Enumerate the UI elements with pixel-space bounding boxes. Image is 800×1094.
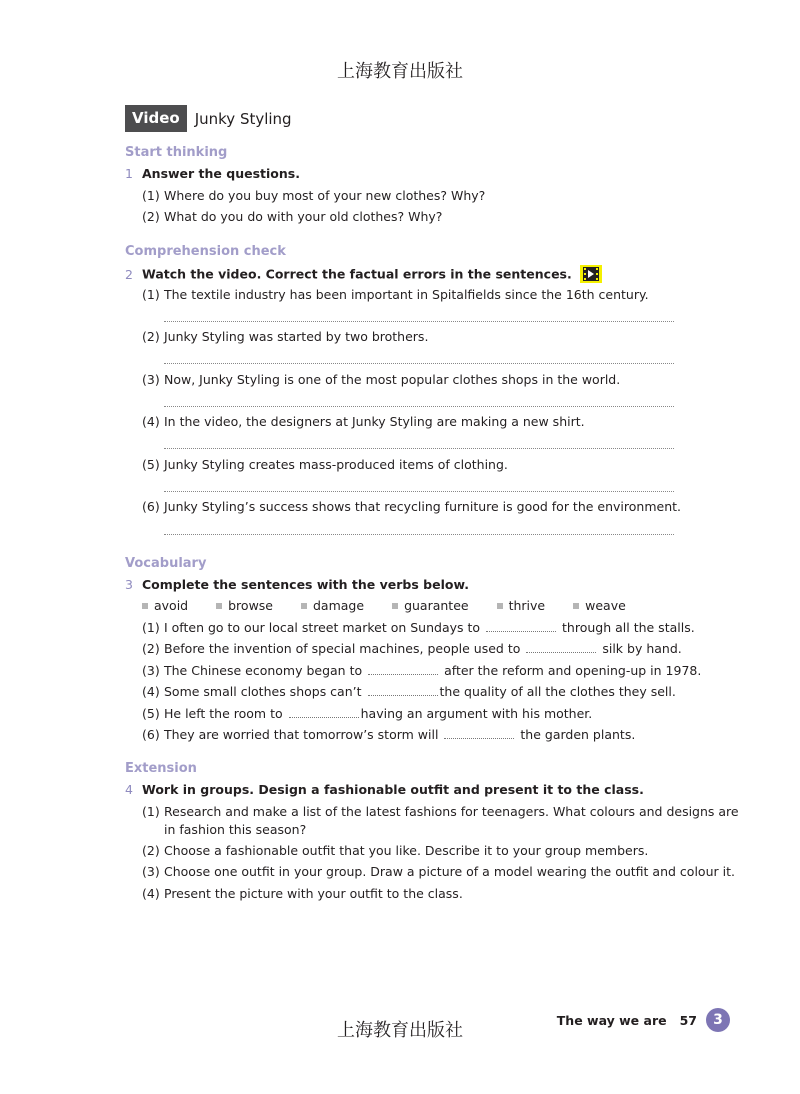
- task-instruction: Answer the questions.: [142, 166, 300, 181]
- section-start-thinking: Start thinking: [125, 145, 228, 160]
- gap-fill-item: [142, 727, 635, 742]
- bullet-square-icon: [301, 603, 307, 609]
- unit-badge: 3: [706, 1008, 730, 1032]
- answer-line[interactable]: [164, 321, 674, 322]
- blank-field[interactable]: [444, 728, 514, 739]
- section-comprehension-check: Comprehension check: [125, 244, 286, 259]
- statement-item: [142, 457, 508, 472]
- page-footer: [557, 1008, 730, 1032]
- task-1: [125, 166, 300, 181]
- word-bank: [142, 598, 654, 613]
- item-text-before: The Chinese economy began to: [164, 663, 363, 678]
- video-clip-icon[interactable]: [580, 265, 602, 283]
- item-text: Where do you buy most of your new clothes? Why?: [164, 188, 486, 203]
- blank-field[interactable]: [486, 621, 556, 632]
- task-instruction: Complete the sentences with the verbs below.: [142, 577, 469, 592]
- item-text: The textile industry has been important in Spitalfields since the 16th century.: [164, 287, 649, 302]
- item-text: Junky Styling was started by two brothers.: [164, 329, 429, 344]
- item-text-after: through all the stalls.: [562, 620, 695, 635]
- item-number: (4): [142, 684, 160, 699]
- item-text: Choose a fashionable outfit that you like. Describe it to your group members.: [164, 843, 649, 858]
- statement-item: [142, 499, 681, 514]
- task-3: [125, 577, 469, 592]
- item-text-after: the quality of all the clothes they sell.: [439, 684, 676, 699]
- section-extension: Extension: [125, 761, 197, 776]
- item-text-before: Some small clothes shops can’t: [164, 684, 362, 699]
- task-number: 2: [125, 266, 133, 282]
- video-badge: Video: [125, 105, 187, 132]
- statement-item: [142, 287, 649, 302]
- statement-item: [142, 329, 428, 344]
- item-text: Junky Styling’s success shows that recycling furniture is good for the environment.: [164, 499, 681, 514]
- gap-fill-item: [142, 620, 695, 635]
- item-text-after: silk by hand.: [602, 641, 682, 656]
- item-number: (6): [142, 499, 160, 514]
- item-text: Present the picture with your outfit to the class.: [164, 886, 463, 901]
- task-number: 4: [125, 782, 133, 797]
- statement-item: [142, 372, 620, 387]
- word-text: weave: [585, 598, 626, 613]
- answer-line[interactable]: [164, 491, 674, 492]
- gap-fill-item: [142, 663, 701, 678]
- word-bank-item: [392, 598, 469, 613]
- item-number: (1): [142, 620, 160, 635]
- task-number: 3: [125, 577, 133, 592]
- item-text-before: They are worried that tomorrow’s storm will: [164, 727, 439, 742]
- word-bank-item: [573, 598, 626, 613]
- item-text: In the video, the designers at Junky Styling are making a new shirt.: [164, 414, 585, 429]
- item-text-before: Before the invention of special machines, people used to: [164, 641, 521, 656]
- video-title: Junky Styling: [194, 109, 292, 128]
- bullet-square-icon: [392, 603, 398, 609]
- question-item: [142, 209, 442, 224]
- word-text: thrive: [508, 598, 546, 613]
- task-2: [125, 266, 602, 284]
- gap-fill-item: [142, 684, 676, 699]
- activity-item-continuation: in fashion this season?: [164, 822, 307, 837]
- bullet-square-icon: [216, 603, 222, 609]
- task-4: [125, 782, 644, 797]
- word-text: damage: [313, 598, 365, 613]
- item-text-after: the garden plants.: [520, 727, 636, 742]
- task-number: 1: [125, 166, 133, 181]
- item-number: (2): [142, 843, 160, 858]
- activity-item: [142, 804, 739, 819]
- item-text-before: I often go to our local street market on Sundays to: [164, 620, 481, 635]
- item-number: (2): [142, 209, 160, 224]
- item-number: (2): [142, 329, 160, 344]
- blank-field[interactable]: [289, 707, 359, 718]
- word-bank-item: [216, 598, 273, 613]
- question-item: [142, 188, 485, 203]
- item-text-after: after the reform and opening-up in 1978.: [444, 663, 702, 678]
- activity-item: [142, 886, 463, 901]
- item-number: (5): [142, 706, 160, 721]
- item-number: (1): [142, 287, 160, 302]
- item-text-before: He left the room to: [164, 706, 283, 721]
- item-text-after: having an argument with his mother.: [360, 706, 593, 721]
- gap-fill-item: [142, 706, 592, 721]
- page-number: 57: [679, 1012, 697, 1028]
- bullet-square-icon: [142, 603, 148, 609]
- item-number: (6): [142, 727, 160, 742]
- blank-field[interactable]: [368, 664, 438, 675]
- item-text: Research and make a list of the latest fashions for teenagers. What colours and designs are: [164, 804, 739, 819]
- section-vocabulary: Vocabulary: [125, 556, 207, 571]
- publisher-watermark-bottom: 上海教育出版社: [337, 1020, 463, 1041]
- activity-item: [142, 864, 735, 879]
- item-text: Junky Styling creates mass-produced items of clothing.: [164, 457, 508, 472]
- blank-field[interactable]: [526, 642, 596, 653]
- answer-line[interactable]: [164, 448, 674, 449]
- footer-section-title: The way we are: [556, 1012, 667, 1028]
- word-text: guarantee: [404, 598, 469, 613]
- item-number: (3): [142, 372, 160, 387]
- activity-item: [142, 843, 648, 858]
- word-bank-item: [142, 598, 188, 613]
- answer-line[interactable]: [164, 406, 674, 407]
- word-bank-item: [301, 598, 364, 613]
- word-bank-item: [497, 598, 546, 613]
- task-instruction: Work in groups. Design a fashionable outfit and present it to the class.: [142, 782, 644, 797]
- word-text: browse: [228, 598, 273, 613]
- item-number: (5): [142, 457, 160, 472]
- item-text: Now, Junky Styling is one of the most popular clothes shops in the world.: [164, 372, 621, 387]
- item-number: (1): [142, 804, 160, 819]
- word-text: avoid: [154, 598, 189, 613]
- item-number: (2): [142, 641, 160, 656]
- publisher-watermark-top: 上海教育出版社: [337, 61, 463, 82]
- item-number: (3): [142, 864, 160, 879]
- blank-field[interactable]: [368, 685, 438, 696]
- item-text: What do you do with your old clothes? Why?: [164, 209, 443, 224]
- item-number: (3): [142, 663, 160, 678]
- item-number: (1): [142, 188, 160, 203]
- gap-fill-item: [142, 641, 682, 656]
- item-number: (4): [142, 886, 160, 901]
- answer-line[interactable]: [164, 534, 674, 535]
- item-text: Choose one outfit in your group. Draw a picture of a model wearing the outfit and colour it.: [164, 864, 735, 879]
- bullet-square-icon: [497, 603, 503, 609]
- video-header: [125, 105, 292, 132]
- task-instruction: Watch the video. Correct the factual errors in the sentences.: [142, 266, 572, 282]
- statement-item: [142, 414, 585, 429]
- answer-line[interactable]: [164, 363, 674, 364]
- item-number: (4): [142, 414, 160, 429]
- bullet-square-icon: [573, 603, 579, 609]
